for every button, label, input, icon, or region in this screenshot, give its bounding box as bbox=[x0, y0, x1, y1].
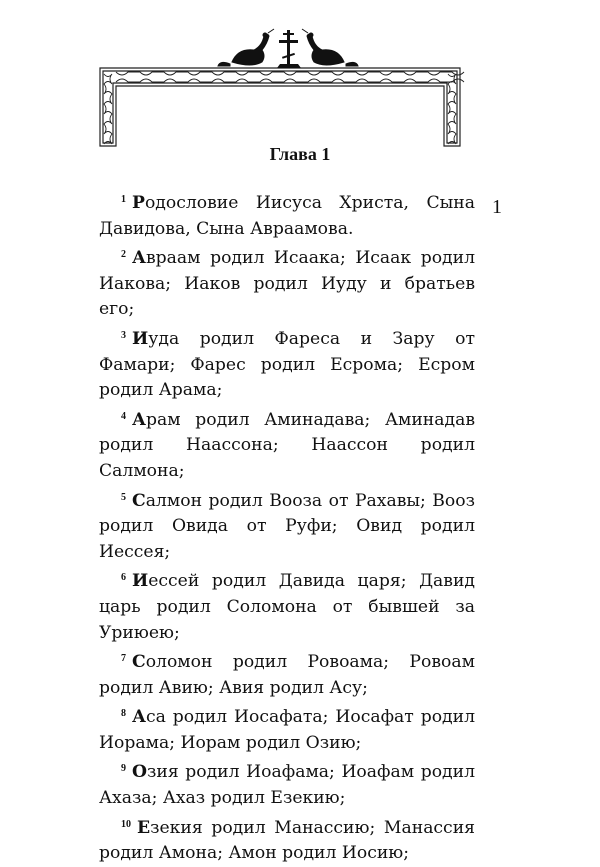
chapter-header-ornament bbox=[0, 0, 600, 160]
verse-number: 10 bbox=[121, 818, 131, 830]
orthodox-cross-icon bbox=[277, 30, 301, 68]
verse-text: враам родил Исаака; Исаак родил Иакова; Иаков родил Иуду и братьев его; bbox=[99, 248, 475, 320]
verse-initial: Р bbox=[132, 193, 145, 213]
verse-text: ессей родил Давида царя; Давид царь родил Соломона от бывшей за Уриюею; bbox=[99, 571, 475, 643]
peacock-left-icon bbox=[218, 29, 274, 66]
chapter-title: Глава 1 bbox=[269, 144, 331, 164]
verse-number: 8 bbox=[121, 708, 126, 720]
verse-number: 3 bbox=[121, 329, 126, 341]
verse-text: зекия родил Манассию; Манассия родил Амона; Амон родил Иосию; bbox=[99, 817, 475, 864]
verse-initial: И bbox=[132, 571, 149, 592]
verse-initial: О bbox=[132, 762, 147, 783]
verse-text: оломон родил Ровоама; Ровоам родил Авию; Авия родил Асу; bbox=[99, 652, 475, 698]
verse-9 bbox=[99, 756, 475, 811]
verse-6 bbox=[99, 565, 475, 646]
verse-text: рам родил Аминадава; Аминадав родил Наассона; Наассон родил Салмона; bbox=[99, 409, 475, 481]
verse-number: 6 bbox=[121, 572, 126, 584]
verse-3 bbox=[99, 323, 475, 404]
verse-5 bbox=[99, 485, 475, 566]
verse-number: 1 bbox=[121, 194, 126, 205]
verse-list bbox=[99, 187, 475, 867]
verse-number: 4 bbox=[121, 410, 126, 422]
verse-initial: С bbox=[132, 490, 146, 511]
verse-number: 2 bbox=[121, 249, 126, 261]
verse-initial: А bbox=[132, 707, 146, 728]
verse-initial: А bbox=[132, 409, 146, 430]
verse-7 bbox=[99, 646, 475, 701]
peacock-right-icon bbox=[302, 29, 358, 66]
verse-number: 9 bbox=[121, 763, 126, 775]
verse-4 bbox=[99, 404, 475, 485]
verse-text: алмон родил Вооза от Рахавы; Вооз родил Овида от Руфи; Овид родил Иессея; bbox=[99, 490, 475, 562]
margin-chapter-number: 1 bbox=[492, 196, 502, 218]
verse-text: уда родил Фареса и Зару от Фамари; Фарес родил Есрома; Есром родил Арама; bbox=[99, 328, 475, 401]
verse-number: 5 bbox=[121, 491, 126, 503]
celtic-knot-frame bbox=[100, 68, 464, 146]
verse-initial: И bbox=[132, 328, 149, 349]
verse-1 bbox=[99, 187, 475, 242]
verse-initial: А bbox=[132, 248, 146, 269]
verse-number: 7 bbox=[121, 653, 126, 665]
verse-text: зия родил Иоафама; Иоафам родил Ахаза; Ахаз родил Езекию; bbox=[99, 762, 475, 809]
verse-10 bbox=[99, 812, 475, 867]
verse-initial: Е bbox=[137, 817, 151, 838]
verse-text: одословие Иисуса Христа, Сына Давидова, Сына Авраамова. bbox=[99, 193, 475, 239]
verse-text: са родил Иосафата; Иосафат родил Иорама; Иорам родил Озию; bbox=[99, 707, 475, 753]
verse-initial: С bbox=[132, 652, 146, 673]
verse-2 bbox=[99, 242, 475, 323]
verse-8 bbox=[99, 701, 475, 756]
